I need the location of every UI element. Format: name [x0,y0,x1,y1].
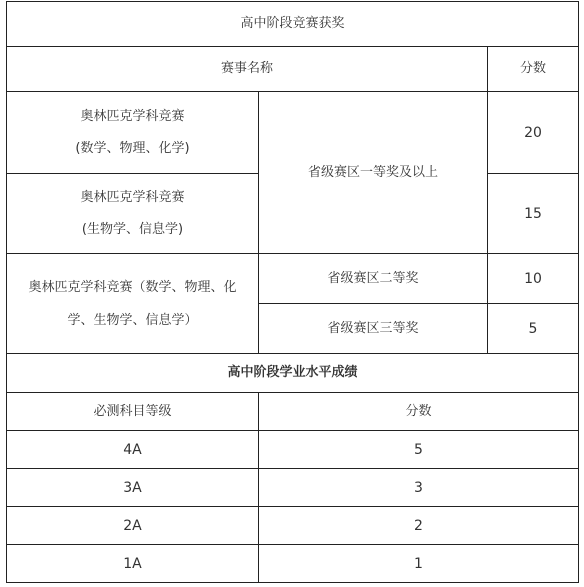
table-row-score: 3 [259,469,579,507]
score-value: 5 [488,304,579,354]
table-row-level: 2A [7,507,259,545]
score-value: 10 [488,254,579,304]
event-name-text: 奥林匹克学科竞赛 [80,189,185,205]
event-name-text: 奥林匹克学科竞赛 [80,108,185,124]
subject-level-header: 必测科目等级 [7,393,259,431]
competition-title: 高中阶段竞赛获奖 [7,2,579,47]
academic-score-header: 分数 [259,393,579,431]
event-subjects-text: (数学、物理、化学) [75,140,190,156]
table-row-score: 2 [259,507,579,545]
table-row-level: 4A [7,431,259,469]
award-level-second-prize: 省级赛区二等奖 [259,254,488,304]
table-row-score: 5 [259,431,579,469]
table-row-level: 1A [7,545,259,583]
score-header: 分数 [488,47,579,92]
score-value: 15 [488,174,579,254]
event-name-header: 赛事名称 [7,47,488,92]
award-level-third-prize: 省级赛区三等奖 [259,304,488,354]
table-row-score: 1 [259,545,579,583]
score-value: 20 [488,92,579,174]
olympiad-math-physics-chemistry-cell [7,92,259,174]
olympiad-all-subjects-cell: 奥林匹克学科竞赛（数学、物理、化学、生物学、信息学） [7,254,259,354]
event-subjects-text: (生物学、信息学) [81,221,184,237]
olympiad-biology-informatics-cell [7,174,259,254]
academic-title: 高中阶段学业水平成绩 [7,354,579,393]
award-level-first-prize: 省级赛区一等奖及以上 [259,92,488,254]
table-row-level: 3A [7,469,259,507]
score-table [6,1,579,583]
